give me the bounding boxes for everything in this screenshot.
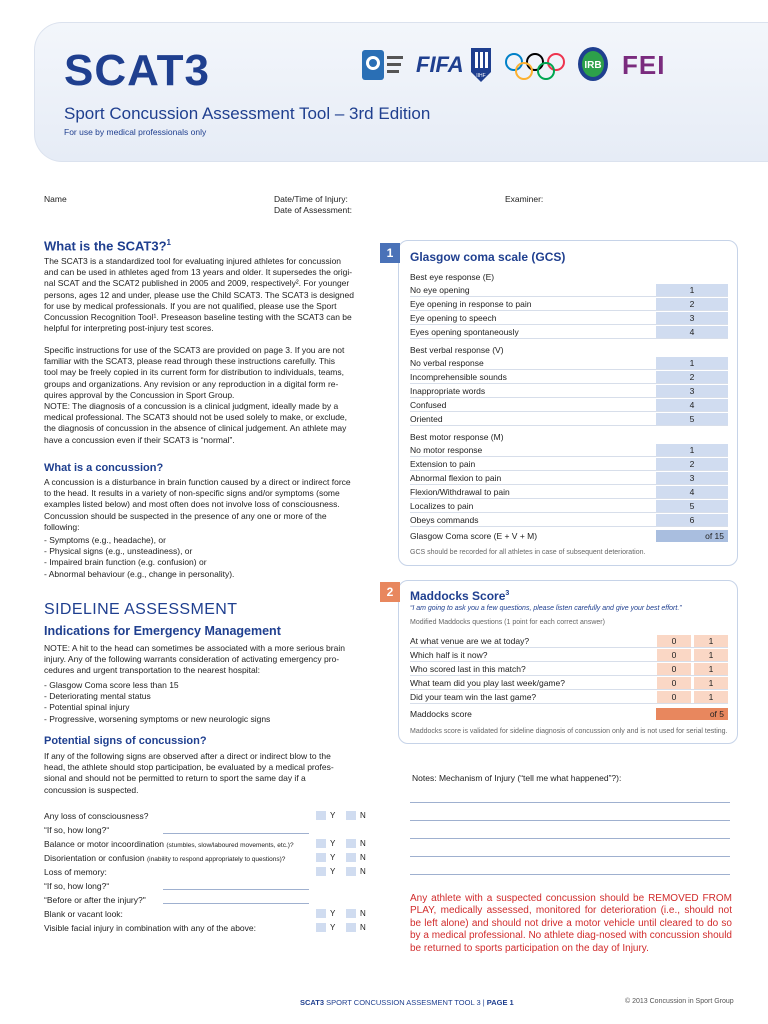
table-row: Oriented 5 bbox=[410, 413, 728, 426]
table-row: Incomprehensible sounds 2 bbox=[410, 371, 728, 384]
score-one-cell[interactable]: 1 bbox=[694, 663, 728, 675]
score-zero-cell[interactable]: 0 bbox=[657, 635, 691, 647]
notes-line[interactable] bbox=[410, 838, 730, 839]
yes-checkbox[interactable] bbox=[316, 811, 326, 820]
table-row: Eye opening in response to pain 2 bbox=[410, 298, 728, 311]
gcs-section-number: 1 bbox=[380, 243, 400, 263]
footer-title: SCAT3 SPORT CONCUSSION ASSESMENT TOOL 3 | PAGE 1 bbox=[300, 998, 514, 1007]
score-one-cell[interactable]: 1 bbox=[694, 649, 728, 661]
name-field-label: Name bbox=[44, 194, 67, 204]
table-row: Extension to pain 2 bbox=[410, 458, 728, 471]
score-cell[interactable]: 1 bbox=[656, 444, 728, 456]
memory-loss-question: Loss of memory: Y N bbox=[44, 867, 366, 877]
balance-question: Balance or motor incoordination (stumbles, slow/laboured movements, etc.)? Y N bbox=[44, 839, 366, 849]
concussion-heading: What is a concussion? bbox=[44, 462, 164, 474]
no-checkbox[interactable] bbox=[346, 839, 356, 848]
gcs-title: Glasgow coma scale (GCS) bbox=[410, 250, 566, 264]
yes-checkbox[interactable] bbox=[316, 923, 326, 932]
emergency-bullets bbox=[44, 680, 270, 725]
table-row: Eyes opening spontaneously 4 bbox=[410, 326, 728, 339]
table-row: Abnormal flexion to pain 3 bbox=[410, 472, 728, 485]
list-item: - Physical signs (e.g., unsteadiness), or bbox=[44, 546, 234, 557]
list-item: - Symptoms (e.g., headache), or bbox=[44, 535, 234, 546]
memory-duration-question: “If so, how long?“ bbox=[44, 881, 110, 891]
score-one-cell[interactable]: 1 bbox=[694, 691, 728, 703]
maddocks-title: Maddocks Score$^3$ bbox=[410, 589, 510, 603]
score-cell[interactable]: 3 bbox=[656, 312, 728, 324]
signs-heading: Potential signs of concussion? bbox=[44, 735, 207, 747]
score-cell[interactable]: 5 bbox=[656, 413, 728, 425]
no-checkbox[interactable] bbox=[346, 923, 356, 932]
gcs-total-row: Glasgow Coma score (E + V + M) of 15 bbox=[410, 530, 728, 543]
table-row: No eye opening 1 bbox=[410, 284, 728, 297]
no-checkbox[interactable] bbox=[346, 811, 356, 820]
score-zero-cell[interactable]: 0 bbox=[657, 649, 691, 661]
verbal-response-heading: Best verbal response (V) bbox=[410, 345, 504, 355]
sideline-paragraph: NOTE: A hit to the head can sometimes be associated with a more serious brain injury. Any of the following warrants consideration of activating emergency pro- cedures and urgent transportation to the nearest hospital: bbox=[44, 643, 345, 676]
list-item: - Progressive, worsening symptoms or new neurologic signs bbox=[44, 714, 270, 725]
table-row: Localizes to pain 5 bbox=[410, 500, 728, 513]
yes-checkbox[interactable] bbox=[316, 909, 326, 918]
score-cell[interactable]: 3 bbox=[656, 472, 728, 484]
table-row: Eye opening to speech 3 bbox=[410, 312, 728, 325]
score-one-cell[interactable]: 1 bbox=[694, 635, 728, 647]
score-cell[interactable]: 6 bbox=[656, 514, 728, 526]
page-subtitle: Sport Concussion Assessment Tool – 3rd Edition bbox=[64, 104, 431, 123]
yes-checkbox[interactable] bbox=[316, 839, 326, 848]
table-row: Inappropriate words 3 bbox=[410, 385, 728, 398]
score-cell[interactable]: 5 bbox=[656, 500, 728, 512]
maddocks-total-cell[interactable]: of 5 bbox=[656, 708, 728, 720]
loss-consciousness-question: Any loss of consciousness? Y N bbox=[44, 811, 366, 821]
maddocks-section-number: 2 bbox=[380, 582, 400, 602]
sponsor-logos bbox=[360, 46, 700, 90]
memory-duration-line[interactable] bbox=[163, 889, 309, 890]
table-row: No verbal response 1 bbox=[410, 357, 728, 370]
score-one-cell[interactable]: 1 bbox=[694, 677, 728, 689]
what-is-paragraph-2: Specific instructions for use of the SCAT3 are provided on page 3. If you are not familiar with the SCAT3, please read through these instructions carefully. This tool may be freely copied in its current form for distribution to individuals, teams, groups and organizations. Any revision or any reproduction in a digital form re- quires approval by the Concussion in Sport Group. NOTE: The diagnosis of a concussion is a clinical judgment, ideally made by a medical professional. The SCAT3 should not be used solely to make, or exclude, the diagnosis of concussion in the absence of clinical judgement. An athlete may have a concussion even if their SCAT3 is “normal”. bbox=[44, 345, 348, 445]
notes-line[interactable] bbox=[410, 874, 730, 875]
maddocks-total-row: Maddocks score of 5 bbox=[410, 708, 728, 721]
svg-text:IRB: IRB bbox=[584, 60, 602, 71]
emergency-subheading: Indications for Emergency Management bbox=[44, 624, 281, 638]
yes-checkbox[interactable] bbox=[316, 853, 326, 862]
list-item: - Glasgow Coma score less than 15 bbox=[44, 680, 270, 691]
gcs-total-cell[interactable]: of 15 bbox=[656, 530, 728, 542]
before-after-line[interactable] bbox=[163, 903, 309, 904]
gcs-note: GCS should be recorded for all athletes in case of subsequent deterioration. bbox=[410, 549, 646, 556]
table-row: Obeys commands 6 bbox=[410, 514, 728, 527]
score-zero-cell[interactable]: 0 bbox=[657, 691, 691, 703]
score-cell[interactable]: 4 bbox=[656, 486, 728, 498]
list-item: - Potential spinal injury bbox=[44, 702, 270, 713]
eye-response-heading: Best eye response (E) bbox=[410, 272, 495, 282]
consciousness-duration-line[interactable] bbox=[163, 833, 309, 834]
no-checkbox[interactable] bbox=[346, 867, 356, 876]
irb-logo bbox=[576, 46, 610, 91]
list-item: - Impaired brain function (e.g. confusion) or bbox=[44, 557, 234, 568]
remove-from-play-warning: Any athlete with a suspected concussion should be REMOVED FROM PLAY, medically assessed, monitored for deterioration (i.e., should not be left alone) and should not drive a motor vehicle until cleared to do so by a medical professional. No athlete diag-nosed with concussion should be returned to sports participation on the day of Injury. bbox=[410, 893, 732, 954]
assessment-date-label: Date of Assessment: bbox=[274, 205, 352, 215]
list-item: - Deteriorating mental status bbox=[44, 691, 270, 702]
no-checkbox[interactable] bbox=[346, 853, 356, 862]
motor-response-heading: Best motor response (M) bbox=[410, 432, 504, 442]
what-is-heading: What is the SCAT3?$^1$ bbox=[44, 238, 171, 254]
table-row: Who scored last in this match? 0 1 bbox=[410, 663, 728, 676]
score-cell[interactable]: 2 bbox=[656, 298, 728, 310]
list-item: - Abnormal behaviour (e.g., change in personality). bbox=[44, 569, 234, 580]
concussion-paragraph: A concussion is a disturbance in brain function caused by a direct or indirect force to the head. It results in a variety of non-specific signs and/or symptoms (some examples listed below) and most often does not involve loss of consciousness. Concussion should be suspected in the presence of any one or more of the following: bbox=[44, 477, 351, 532]
facial-injury-question: Visible facial injury in combination with any of the above: Y N bbox=[44, 923, 366, 933]
notes-label: Notes: Mechanism of Injury (“tell me what happened”?): bbox=[412, 773, 622, 783]
no-checkbox[interactable] bbox=[346, 909, 356, 918]
usage-note: For use by medical professionals only bbox=[64, 127, 207, 137]
table-row: What team did you play last week/game? 0 1 bbox=[410, 677, 728, 690]
notes-line[interactable] bbox=[410, 802, 730, 803]
notes-line[interactable] bbox=[410, 820, 730, 821]
maddocks-quote: “I am going to ask you a few questions, please listen carefully and give your best effort.” bbox=[410, 605, 682, 612]
sideline-heading: SIDELINE ASSESSMENT bbox=[44, 601, 238, 618]
score-cell[interactable]: 2 bbox=[656, 371, 728, 383]
blank-look-question: Blank or vacant look: Y N bbox=[44, 909, 366, 919]
olympic-rings-logo bbox=[504, 52, 566, 87]
fei-logo: FEI bbox=[622, 50, 666, 80]
table-row: No motor response 1 bbox=[410, 444, 728, 457]
table-row: At what venue are we at today? 0 1 bbox=[410, 635, 728, 648]
score-cell[interactable]: 4 bbox=[656, 399, 728, 411]
yes-checkbox[interactable] bbox=[316, 867, 326, 876]
before-after-question: “Before or after the injury?" bbox=[44, 895, 146, 905]
score-cell[interactable]: 4 bbox=[656, 326, 728, 338]
page-title: SCAT3 bbox=[64, 46, 210, 95]
svg-text:IIHF: IIHF bbox=[476, 73, 486, 79]
footer-copyright: © 2013 Concussion in Sport Group bbox=[625, 998, 734, 1005]
maddocks-note: Maddocks score is validated for sideline diagnosis of concussion only and is not used for serial testing. bbox=[410, 728, 728, 735]
disorientation-question: Disorientation or confusion (inability to respond appropriately to questions)? Y N bbox=[44, 853, 366, 863]
concussion-bullets bbox=[44, 535, 234, 580]
table-row: Flexion/Withdrawal to pain 4 bbox=[410, 486, 728, 499]
score-cell[interactable]: 3 bbox=[656, 385, 728, 397]
fims-logo bbox=[360, 46, 406, 91]
iihf-logo bbox=[468, 46, 494, 91]
maddocks-instruction: Modified Maddocks questions (1 point for each correct answer) bbox=[410, 619, 605, 626]
fifa-logo: FIFA bbox=[416, 52, 464, 77]
score-zero-cell[interactable]: 0 bbox=[657, 663, 691, 675]
what-is-paragraph-1: The SCAT3 is a standardized tool for evaluating injured athletes for concussion and can be used in athletes aged from 13 years and older. It supersedes the origi- nal SCAT and the SCAT2 published in 2005 and 2009, respectively². For younger persons, ages 12 and under, please use the Child SCAT3. The SCAT3 is designed for use by medical professionals. If you are not qualified, please use the Sport Concussion Recognition Tool¹. Preseason baseline testing with the SCAT3 can be helpful for interpreting post-injury test scores. bbox=[44, 256, 354, 334]
injury-date-label: Date/Time of Injury: bbox=[274, 194, 348, 204]
consciousness-duration-question: “If so, how long?“ bbox=[44, 825, 110, 835]
table-row: Did your team win the last game? 0 1 bbox=[410, 691, 728, 704]
notes-line[interactable] bbox=[410, 856, 730, 857]
score-zero-cell[interactable]: 0 bbox=[657, 677, 691, 689]
score-cell[interactable]: 1 bbox=[656, 284, 728, 296]
table-row: Which half is it now? 0 1 bbox=[410, 649, 728, 662]
table-row: Confused 4 bbox=[410, 399, 728, 412]
examiner-label: Examiner: bbox=[505, 194, 544, 204]
signs-paragraph: If any of the following signs are observed after a direct or indirect blow to the head, the athlete should stop participation, be evaluated by a medical profes- sional and should not be permitted to return to sport the same day if a concussion is suspected. bbox=[44, 751, 334, 795]
score-cell[interactable]: 1 bbox=[656, 357, 728, 369]
score-cell[interactable]: 2 bbox=[656, 458, 728, 470]
